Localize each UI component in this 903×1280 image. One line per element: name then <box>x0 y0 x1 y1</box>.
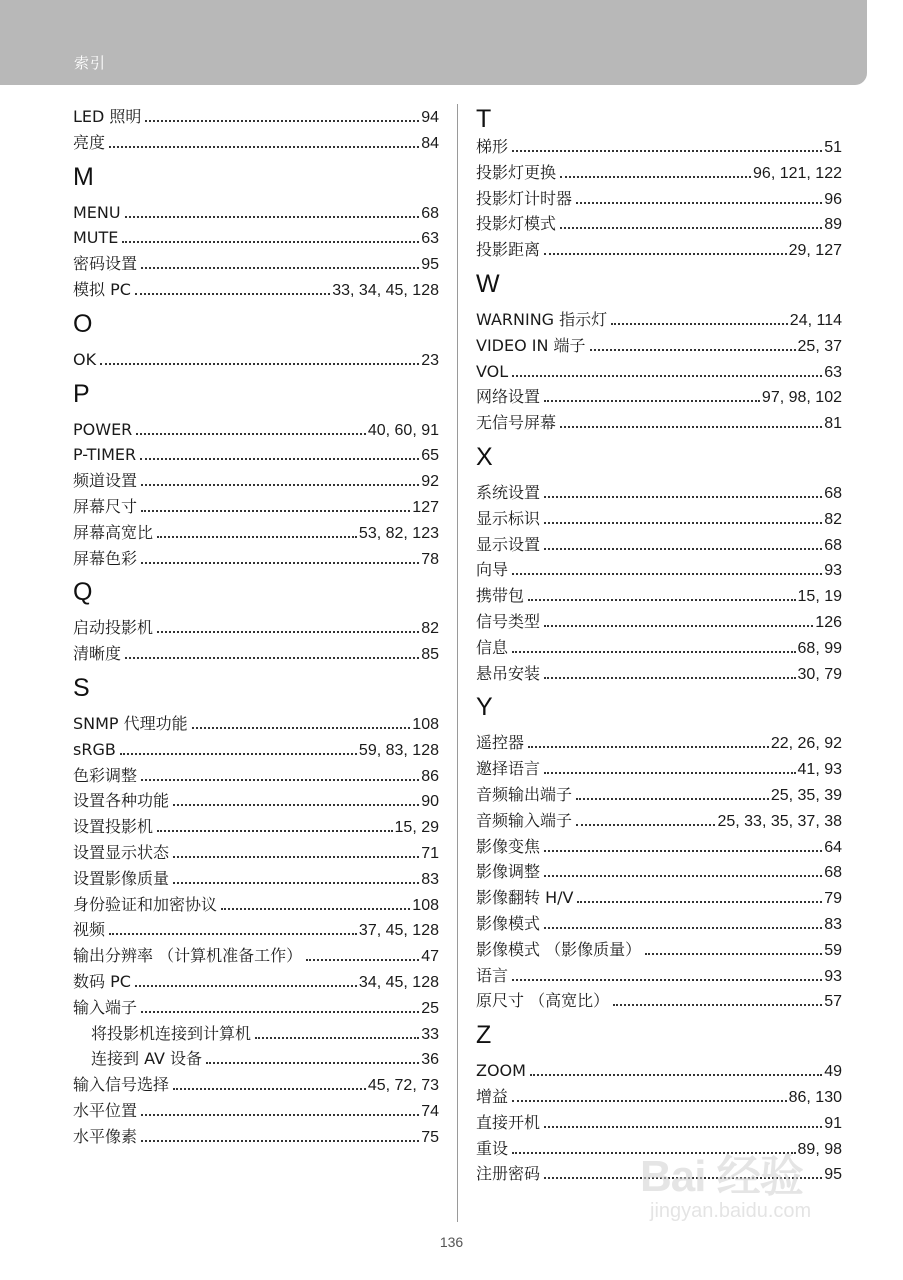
entry-term: 投影距离 <box>476 240 541 260</box>
entry-term: 将投影机连接到计算机 <box>91 1023 252 1043</box>
entry-page-ref: 22, 26, 92 <box>770 735 842 753</box>
index-entry <box>476 859 842 885</box>
entry-page-ref: 75 <box>421 1128 439 1146</box>
entry-page-ref: 64 <box>824 838 842 856</box>
index-entry <box>73 840 439 866</box>
entry-page-ref: 94 <box>421 109 439 126</box>
dot-leader <box>544 625 813 627</box>
index-entry <box>73 225 439 251</box>
entry-page-ref: 59, 83, 128 <box>358 741 439 759</box>
dot-leader <box>192 727 411 729</box>
entry-term: 重设 <box>476 1138 509 1158</box>
section-letter: X <box>476 442 493 471</box>
entry-page-ref: 83 <box>421 870 439 888</box>
entry-page-ref: 63 <box>824 363 842 381</box>
entry-term: VOL <box>476 361 509 381</box>
entry-page-ref: 126 <box>815 613 842 631</box>
index-entry <box>476 730 842 756</box>
index-entry <box>73 641 439 667</box>
index-entry <box>73 711 439 737</box>
entry-page-ref: 95 <box>824 1166 842 1184</box>
entry-term: 语言 <box>476 965 509 985</box>
entry-term: sRGB <box>73 739 116 759</box>
dot-leader <box>613 1004 822 1006</box>
entry-term: 音频输入端子 <box>476 810 573 830</box>
index-entry <box>476 134 842 160</box>
entry-page-ref: 25, 33, 35, 37, 38 <box>717 812 842 830</box>
entry-term: 向导 <box>476 560 509 580</box>
dot-leader <box>173 882 419 884</box>
section-letter: W <box>476 269 500 298</box>
entry-page-ref: 34, 45, 128 <box>358 973 439 991</box>
entry-term: 屏幕色彩 <box>73 548 138 568</box>
index-entry <box>476 808 842 834</box>
entry-term: 影像模式 <box>476 913 541 933</box>
dot-leader <box>544 253 787 255</box>
column-divider <box>457 104 458 1222</box>
index-entry <box>73 943 439 969</box>
entry-term: 无信号屏幕 <box>476 413 557 433</box>
entry-page-ref: 53, 82, 123 <box>358 524 439 542</box>
entry-page-ref: 92 <box>421 473 439 491</box>
dot-leader <box>120 753 357 755</box>
dot-leader <box>255 1037 419 1039</box>
dot-leader <box>136 433 366 435</box>
entry-term: 梯形 <box>476 137 509 156</box>
watermark <box>640 1140 870 1250</box>
dot-leader <box>157 830 393 832</box>
dot-leader <box>530 1074 822 1076</box>
dot-leader <box>109 146 419 148</box>
entry-page-ref: 71 <box>421 844 439 862</box>
entry-term: 直接开机 <box>476 1112 541 1132</box>
section-letter: O <box>73 309 93 338</box>
entry-page-ref: 29, 127 <box>788 242 842 260</box>
entry-page-ref: 65 <box>421 447 439 465</box>
page-number: 136 <box>439 1234 464 1250</box>
dot-leader <box>135 985 357 987</box>
index-entry <box>73 546 439 572</box>
entry-page-ref: 68 <box>421 204 439 222</box>
entry-page-ref: 59 <box>824 941 842 959</box>
index-entry <box>476 1110 842 1136</box>
entry-term: P-TIMER <box>73 445 137 465</box>
entry-term: 色彩调整 <box>73 765 138 785</box>
entry-term: 原尺寸 （高宽比） <box>476 991 610 1011</box>
entry-page-ref: 68 <box>824 536 842 554</box>
entry-page-ref: 51 <box>824 139 842 156</box>
index-entry <box>73 130 439 156</box>
entry-page-ref: 91 <box>824 1114 842 1132</box>
dot-leader <box>512 979 822 981</box>
entry-term: 增益 <box>476 1086 509 1106</box>
index-entry <box>476 480 842 506</box>
entry-term: 设置显示状态 <box>73 842 170 862</box>
index-column-left <box>73 104 439 1150</box>
entry-page-ref: 90 <box>421 793 439 811</box>
index-entry <box>476 333 842 359</box>
header-bar <box>0 0 867 85</box>
dot-leader <box>100 363 419 365</box>
index-entry <box>73 347 439 373</box>
entry-term: 设置投影机 <box>73 817 154 837</box>
entry-page-ref: 24, 114 <box>789 311 842 329</box>
entry-page-ref: 95 <box>421 256 439 274</box>
index-entry <box>476 307 842 333</box>
entry-term: 屏幕尺寸 <box>73 496 138 516</box>
entry-term: 系统设置 <box>476 482 541 502</box>
dot-leader <box>141 779 419 781</box>
entry-term: 影像调整 <box>476 862 541 882</box>
entry-page-ref: 85 <box>421 646 439 664</box>
entry-term: 连接到 AV 设备 <box>91 1049 203 1069</box>
index-entry <box>73 251 439 277</box>
entry-page-ref: 97, 98, 102 <box>761 389 842 407</box>
watermark-logo: Bai 经验 <box>640 1152 803 1201</box>
index-entry <box>73 468 439 494</box>
entry-page-ref: 93 <box>824 562 842 580</box>
entry-term: 输出分辨率 （计算机准备工作） <box>73 946 303 966</box>
entry-term: 悬吊安装 <box>476 663 541 683</box>
dot-leader <box>125 657 419 659</box>
index-entry <box>476 963 842 989</box>
index-entry <box>73 442 439 468</box>
entry-term: 显示标识 <box>476 508 541 528</box>
entry-page-ref: 108 <box>412 715 439 733</box>
dot-leader <box>560 176 751 178</box>
dot-leader <box>173 1088 366 1090</box>
index-entry <box>73 1124 439 1150</box>
entry-page-ref: 86, 130 <box>788 1088 842 1106</box>
entry-term: 投影灯计时器 <box>476 188 573 208</box>
index-entry <box>73 200 439 226</box>
index-entry <box>73 1098 439 1124</box>
dot-leader <box>141 484 419 486</box>
dot-leader <box>512 573 822 575</box>
dot-leader <box>544 875 822 877</box>
index-entry <box>476 834 842 860</box>
entry-page-ref: 37, 45, 128 <box>358 922 439 940</box>
dot-leader <box>145 120 419 122</box>
header-title: 索引 <box>74 54 107 72</box>
entry-term: 数码 PC <box>73 971 131 991</box>
entry-term: 遥控器 <box>476 733 525 753</box>
entry-term: 身份验证和加密协议 <box>73 894 218 914</box>
entry-term: 显示设置 <box>476 534 541 554</box>
entry-term: POWER <box>73 419 133 439</box>
index-entry <box>476 237 842 263</box>
index-entry <box>73 417 439 443</box>
entry-page-ref: 25, 37 <box>797 337 842 355</box>
entry-page-ref: 82 <box>421 620 439 638</box>
index-entry <box>73 866 439 892</box>
dot-leader <box>141 510 410 512</box>
dot-leader <box>611 323 788 325</box>
index-entry <box>476 782 842 808</box>
entry-page-ref: 23 <box>421 351 439 369</box>
dot-leader <box>560 227 822 229</box>
entry-page-ref: 33 <box>421 1025 439 1043</box>
dot-leader <box>140 458 419 460</box>
entry-term: MUTE <box>73 228 119 248</box>
dot-leader <box>173 856 419 858</box>
index-entry <box>476 506 842 532</box>
dot-leader <box>544 496 822 498</box>
index-entry <box>476 937 842 963</box>
entry-term: 信息 <box>476 637 509 657</box>
entry-term: 清晰度 <box>73 644 122 664</box>
dot-leader <box>528 599 796 601</box>
entry-page-ref: 82 <box>824 510 842 528</box>
entry-page-ref: 33, 34, 45, 128 <box>332 281 439 299</box>
entry-term: 音频输出端子 <box>476 784 573 804</box>
entry-term: OK <box>73 349 97 369</box>
watermark-site: jingyan.baidu.com <box>650 1200 812 1222</box>
index-entry <box>476 583 842 609</box>
dot-leader <box>157 631 419 633</box>
index-entry <box>476 211 842 237</box>
dot-leader <box>109 933 357 935</box>
index-entry <box>476 609 842 635</box>
dot-leader <box>512 1100 787 1102</box>
dot-leader <box>544 522 822 524</box>
section-letter: T <box>476 105 492 133</box>
dot-leader <box>125 216 420 218</box>
dot-leader <box>141 1011 419 1013</box>
entry-term: 水平位置 <box>73 1100 138 1120</box>
dot-leader <box>577 901 822 903</box>
entry-page-ref: 86 <box>421 767 439 785</box>
entry-page-ref: 108 <box>412 896 439 914</box>
entry-page-ref: 83 <box>824 915 842 933</box>
dot-leader <box>135 293 330 295</box>
index-entry <box>73 104 439 130</box>
index-entry <box>476 359 842 385</box>
dot-leader <box>512 150 822 152</box>
entry-page-ref: 68, 99 <box>797 639 842 657</box>
entry-term: 频道设置 <box>73 471 138 491</box>
index-subentry <box>73 1021 439 1047</box>
dot-leader <box>544 927 822 929</box>
index-entry <box>73 763 439 789</box>
index-entry <box>476 911 842 937</box>
dot-leader <box>528 746 769 748</box>
entry-term: WARNING 指示灯 <box>476 309 608 329</box>
entry-page-ref: 36 <box>421 1051 439 1069</box>
dot-leader <box>645 953 822 955</box>
entry-term: 设置各种功能 <box>73 791 170 811</box>
entry-term: MENU <box>73 202 121 222</box>
index-entry <box>476 557 842 583</box>
entry-term: 密码设置 <box>73 254 138 274</box>
entry-page-ref: 49 <box>824 1063 842 1081</box>
entry-page-ref: 89, 98 <box>797 1140 842 1158</box>
entry-page-ref: 68 <box>824 484 842 502</box>
dot-leader <box>544 400 760 402</box>
index-entry <box>476 661 842 687</box>
section-letter: S <box>73 673 90 702</box>
entry-term: 水平像素 <box>73 1126 138 1146</box>
dot-leader <box>141 267 419 269</box>
entry-term: 携带包 <box>476 586 525 606</box>
section-letter: Y <box>476 693 493 722</box>
entry-term: 投影灯模式 <box>476 214 557 234</box>
index-entry <box>476 186 842 212</box>
entry-page-ref: 15, 29 <box>394 819 439 837</box>
entry-term: 输入信号选择 <box>73 1075 170 1095</box>
entry-page-ref: 30, 79 <box>797 665 842 683</box>
entry-term: LED 照明 <box>73 107 142 126</box>
entry-term: 影像变焦 <box>476 836 541 856</box>
entry-page-ref: 68 <box>824 864 842 882</box>
index-entry <box>73 814 439 840</box>
entry-term: 启动投影机 <box>73 618 154 638</box>
entry-term: 模拟 PC <box>73 279 131 299</box>
entry-term: 影像模式 （影像质量） <box>476 939 642 959</box>
index-entry <box>476 532 842 558</box>
dot-leader <box>590 349 796 351</box>
entry-page-ref: 96, 121, 122 <box>753 164 842 182</box>
dot-leader <box>157 536 357 538</box>
entry-term: 亮度 <box>73 132 106 152</box>
dot-leader <box>576 824 715 826</box>
index-entry <box>73 788 439 814</box>
index-entry <box>73 969 439 995</box>
section-letter: Z <box>476 1021 492 1050</box>
index-entry <box>73 277 439 303</box>
index-entry <box>73 917 439 943</box>
dot-leader <box>576 798 769 800</box>
dot-leader <box>544 548 822 550</box>
section-letter: M <box>73 162 94 191</box>
dot-leader <box>141 1140 419 1142</box>
dot-leader <box>173 804 419 806</box>
entry-term: 信号类型 <box>476 611 541 631</box>
index-entry <box>73 737 439 763</box>
entry-page-ref: 96 <box>824 190 842 208</box>
entry-term: 注册密码 <box>476 1164 541 1184</box>
index-entry <box>73 995 439 1021</box>
entry-page-ref: 89 <box>824 216 842 234</box>
entry-term: 视频 <box>73 920 106 940</box>
index-entry <box>73 1072 439 1098</box>
index-entry <box>476 756 842 782</box>
entry-term: 投影灯更换 <box>476 162 557 182</box>
entry-page-ref: 47 <box>421 948 439 966</box>
dot-leader <box>306 959 419 961</box>
index-entry <box>476 635 842 661</box>
dot-leader <box>141 562 419 564</box>
entry-term: SNMP 代理功能 <box>73 713 188 733</box>
entry-term: 邀择语言 <box>476 759 541 779</box>
entry-page-ref: 74 <box>421 1102 439 1120</box>
entry-term: 网络设置 <box>476 387 541 407</box>
entry-page-ref: 63 <box>421 230 439 248</box>
section-letter: P <box>73 379 90 408</box>
dot-leader <box>544 772 796 774</box>
index-entry <box>73 615 439 641</box>
dot-leader <box>560 426 822 428</box>
entry-page-ref: 40, 60, 91 <box>367 421 439 439</box>
index-column-right <box>476 104 842 1187</box>
index-subentry <box>73 1046 439 1072</box>
dot-leader <box>544 677 796 679</box>
entry-page-ref: 25 <box>421 999 439 1017</box>
index-entry <box>476 384 842 410</box>
entry-term: VIDEO IN 端子 <box>476 335 586 355</box>
entry-term: ZOOM <box>476 1061 526 1081</box>
dot-leader <box>206 1062 419 1064</box>
entry-term: 输入端子 <box>73 997 138 1017</box>
entry-page-ref: 84 <box>421 134 439 152</box>
index-entry <box>476 988 842 1014</box>
dot-leader <box>141 1114 419 1116</box>
dot-leader <box>544 1126 822 1128</box>
index-entry <box>476 1084 842 1110</box>
index-entry <box>73 494 439 520</box>
index-entry <box>476 1058 842 1084</box>
dot-leader <box>512 375 822 377</box>
dot-leader <box>544 850 822 852</box>
entry-term: 影像翻转 H/V <box>476 888 574 908</box>
entry-page-ref: 41, 93 <box>797 761 842 779</box>
entry-page-ref: 15, 19 <box>797 588 842 606</box>
dot-leader <box>122 241 419 243</box>
index-entry <box>73 520 439 546</box>
index-entry <box>73 892 439 918</box>
entry-page-ref: 45, 72, 73 <box>367 1077 439 1095</box>
entry-term: 屏幕高宽比 <box>73 522 154 542</box>
entry-term: 设置影像质量 <box>73 868 170 888</box>
index-entry <box>476 160 842 186</box>
index-entry <box>476 885 842 911</box>
entry-page-ref: 79 <box>824 890 842 908</box>
dot-leader <box>576 202 822 204</box>
entry-page-ref: 78 <box>421 550 439 568</box>
entry-page-ref: 25, 35, 39 <box>770 786 842 804</box>
entry-page-ref: 93 <box>824 967 842 985</box>
entry-page-ref: 81 <box>824 415 842 433</box>
section-letter: Q <box>73 578 93 607</box>
dot-leader <box>512 651 796 653</box>
entry-page-ref: 57 <box>824 993 842 1011</box>
entry-page-ref: 127 <box>412 498 439 516</box>
dot-leader <box>221 908 410 910</box>
index-entry <box>476 410 842 436</box>
